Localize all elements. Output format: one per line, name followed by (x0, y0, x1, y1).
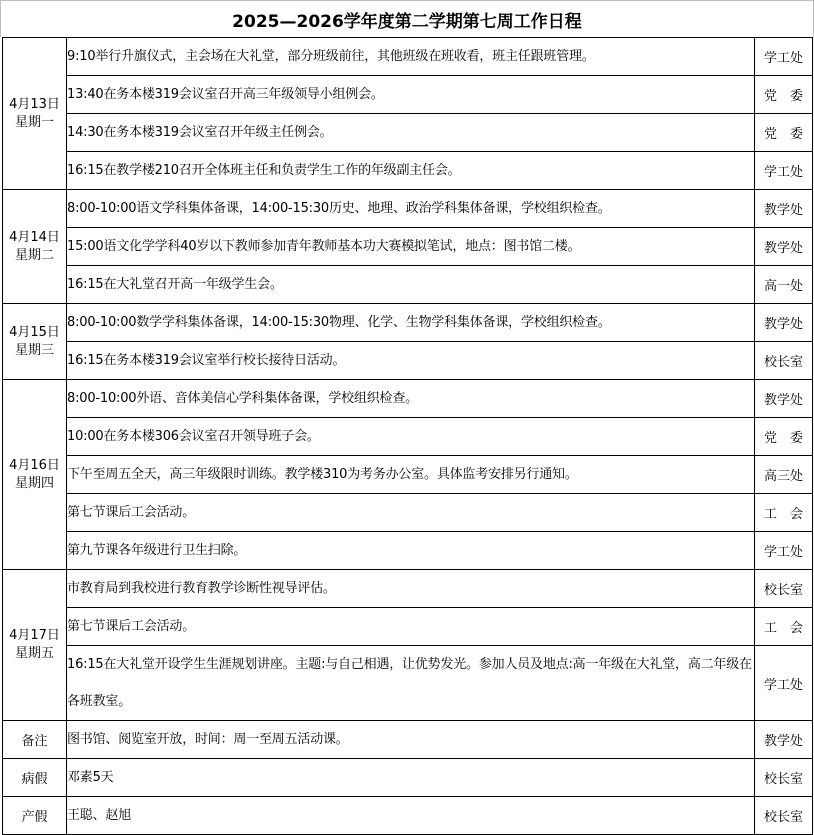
day-weekday: 星期一 (14, 114, 54, 130)
table-row (3, 646, 813, 721)
schedule-item: 16:15在大礼堂开设学生生涯规划讲座。主题:与自己相遇，让优势发光。参加人员及地点:高一年级在大礼堂，高二年级在各班教室。 (67, 646, 755, 721)
day-cell-wednesday (3, 304, 67, 380)
dept-cell: 高三处 (755, 456, 813, 494)
note-label: 产假 (3, 797, 67, 835)
schedule-item: 13:40在务本楼319会议室召开高三年级领导小组例会。 (67, 76, 755, 114)
page-title: 2025—2026学年度第二学期第七周工作日程 (0, 0, 814, 37)
dept-cell: 教学处 (755, 228, 813, 266)
day-cell-thursday (3, 380, 67, 570)
schedule-item: 第九节课各年级进行卫生扫除。 (67, 532, 755, 570)
dept-cell: 学工处 (755, 152, 813, 190)
table-row (3, 608, 813, 646)
note-text: 王聪、赵旭 (67, 797, 755, 835)
schedule-item: 8:00-10:00外语、音体美信心学科集体备课，学校组织检查。 (67, 380, 755, 418)
table-row (3, 266, 813, 304)
dept-cell: 工 会 (755, 494, 813, 532)
dept-cell: 校长室 (755, 342, 813, 380)
dept-cell: 校长室 (755, 570, 813, 608)
schedule-item: 8:00-10:00语文学科集体备课，14:00-15:30历史、地理、政治学科集体备课，学校组织检查。 (67, 190, 755, 228)
dept-cell: 教学处 (755, 304, 813, 342)
dept-cell: 工 会 (755, 608, 813, 646)
table-row (3, 532, 813, 570)
table-row (3, 721, 813, 759)
dept-cell: 党 委 (755, 76, 813, 114)
table-row (3, 380, 813, 418)
table-row (3, 570, 813, 608)
schedule-item: 16:15在大礼堂召开高一年级学生会。 (67, 266, 755, 304)
schedule-item: 市教育局到我校进行教育教学诊断性视导评估。 (67, 570, 755, 608)
table-row (3, 797, 813, 835)
dept-cell: 校长室 (755, 797, 813, 835)
schedule-item: 16:15在务本楼319会议室举行校长接待日活动。 (67, 342, 755, 380)
day-cell-friday (3, 570, 67, 721)
day-weekday: 星期四 (14, 475, 54, 491)
dept-cell: 党 委 (755, 114, 813, 152)
day-date: 4月14日 (9, 229, 60, 245)
table-row (3, 494, 813, 532)
dept-cell: 教学处 (755, 721, 813, 759)
table-row (3, 38, 813, 76)
schedule-item: 16:15在教学楼210召开全体班主任和负责学生工作的年级副主任会。 (67, 152, 755, 190)
dept-cell: 教学处 (755, 380, 813, 418)
day-date: 4月13日 (9, 96, 60, 112)
schedule-item: 第七节课后工会活动。 (67, 494, 755, 532)
day-cell-monday (3, 38, 67, 190)
day-weekday: 星期五 (14, 646, 54, 661)
schedule-item: 10:00在务本楼306会议室召开领导班子会。 (67, 418, 755, 456)
day-date: 4月17日 (9, 628, 60, 643)
table-row (3, 114, 813, 152)
table-row (3, 759, 813, 797)
day-date: 4月15日 (9, 324, 60, 340)
schedule-item: 15:00语文化学学科40岁以下教师参加青年教师基本功大赛模拟笔试，地点：图书馆二楼。 (67, 228, 755, 266)
table-row (3, 228, 813, 266)
table-row (3, 152, 813, 190)
schedule-item: 14:30在务本楼319会议室召开年级主任例会。 (67, 114, 755, 152)
day-date: 4月16日 (9, 457, 60, 473)
table-row (3, 456, 813, 494)
table-row (3, 304, 813, 342)
dept-cell: 高一处 (755, 266, 813, 304)
schedule-item: 8:00-10:00数学学科集体备课，14:00-15:30物理、化学、生物学科集体备课，学校组织检查。 (67, 304, 755, 342)
schedule-item: 下午至周五全天，高三年级限时训练。教学楼310为考务办公室。具体监考安排另行通知。 (67, 456, 755, 494)
dept-cell: 学工处 (755, 646, 813, 721)
schedule-item: 第七节课后工会活动。 (67, 608, 755, 646)
dept-cell: 教学处 (755, 190, 813, 228)
table-row (3, 190, 813, 228)
dept-cell: 党 委 (755, 418, 813, 456)
table-row (3, 76, 813, 114)
note-text: 邓素5天 (67, 759, 755, 797)
table-row (3, 342, 813, 380)
dept-cell: 校长室 (755, 759, 813, 797)
note-label: 备注 (3, 721, 67, 759)
day-weekday: 星期二 (14, 247, 54, 263)
schedule-table (2, 37, 813, 835)
table-row (3, 418, 813, 456)
dept-cell: 学工处 (755, 532, 813, 570)
note-text: 图书馆、阅览室开放，时间：周一至周五活动课。 (67, 721, 755, 759)
day-cell-tuesday (3, 190, 67, 304)
day-weekday: 星期三 (14, 342, 54, 358)
note-label: 病假 (3, 759, 67, 797)
dept-cell: 学工处 (755, 38, 813, 76)
schedule-item: 9:10举行升旗仪式，主会场在大礼堂，部分班级前往，其他班级在班收看，班主任跟班管理。 (67, 38, 755, 76)
